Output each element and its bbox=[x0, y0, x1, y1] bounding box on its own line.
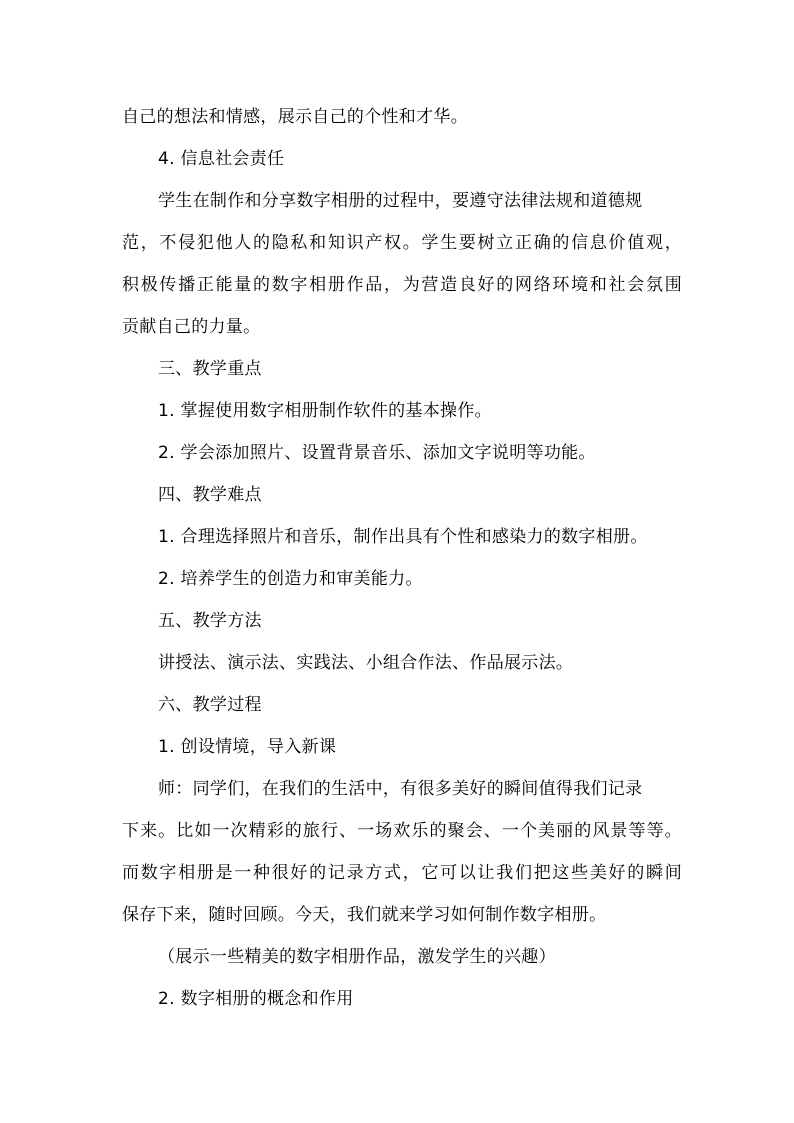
paragraph-note: （展示一些精美的数字相册作品，激发学生的兴趣） bbox=[158, 947, 556, 967]
paragraph-line: 师：同学们，在我们的生活中，有很多美好的瞬间值得我们记录 bbox=[158, 779, 643, 799]
section-heading-teaching-methods: 五、教学方法 bbox=[158, 611, 262, 631]
list-item: 2. 学会添加照片、设置背景音乐、添加文字说明等功能。 bbox=[158, 443, 596, 463]
section-heading-teaching-process: 六、教学过程 bbox=[158, 695, 262, 715]
paragraph-line: 贡献自己的力量。 bbox=[122, 317, 261, 337]
subsection-heading: 1. 创设情境，导入新课 bbox=[158, 737, 337, 757]
paragraph-line: 下来。比如一次精彩的旅行、一场欢乐的聚会、一个美丽的风景等等。 bbox=[122, 821, 682, 841]
paragraph-line: 积极传播正能量的数字相册作品，为营造良好的网络环境和社会氛围 bbox=[122, 275, 682, 295]
paragraph-line: 范，不侵犯他人的隐私和知识产权。学生要树立正确的信息价值观， bbox=[122, 233, 682, 253]
section-heading-teaching-focus: 三、教学重点 bbox=[158, 359, 262, 379]
paragraph-line: 保存下来，随时回顾。今天，我们就来学习如何制作数字相册。 bbox=[122, 905, 607, 925]
list-item: 1. 合理选择照片和音乐，制作出具有个性和感染力的数字相册。 bbox=[158, 527, 648, 547]
list-item: 2. 培养学生的创造力和审美能力。 bbox=[158, 569, 423, 589]
paragraph-line: 学生在制作和分享数字相册的过程中，要遵守法律法规和道德规 bbox=[158, 191, 643, 211]
section-heading-teaching-difficulties: 四、教学难点 bbox=[158, 485, 262, 505]
paragraph-line: 讲授法、演示法、实践法、小组合作法、作品展示法。 bbox=[158, 653, 574, 673]
paragraph-continuation: 自己的想法和情感，展示自己的个性和才华。 bbox=[122, 107, 468, 127]
section-heading-info-social-responsibility: 4. 信息社会责任 bbox=[158, 149, 285, 169]
list-item: 1. 掌握使用数字相册制作软件的基本操作。 bbox=[158, 401, 492, 421]
paragraph-line: 而数字相册是一种很好的记录方式，它可以让我们把这些美好的瞬间 bbox=[122, 863, 682, 883]
subsection-heading: 2. 数字相册的概念和作用 bbox=[158, 989, 354, 1009]
